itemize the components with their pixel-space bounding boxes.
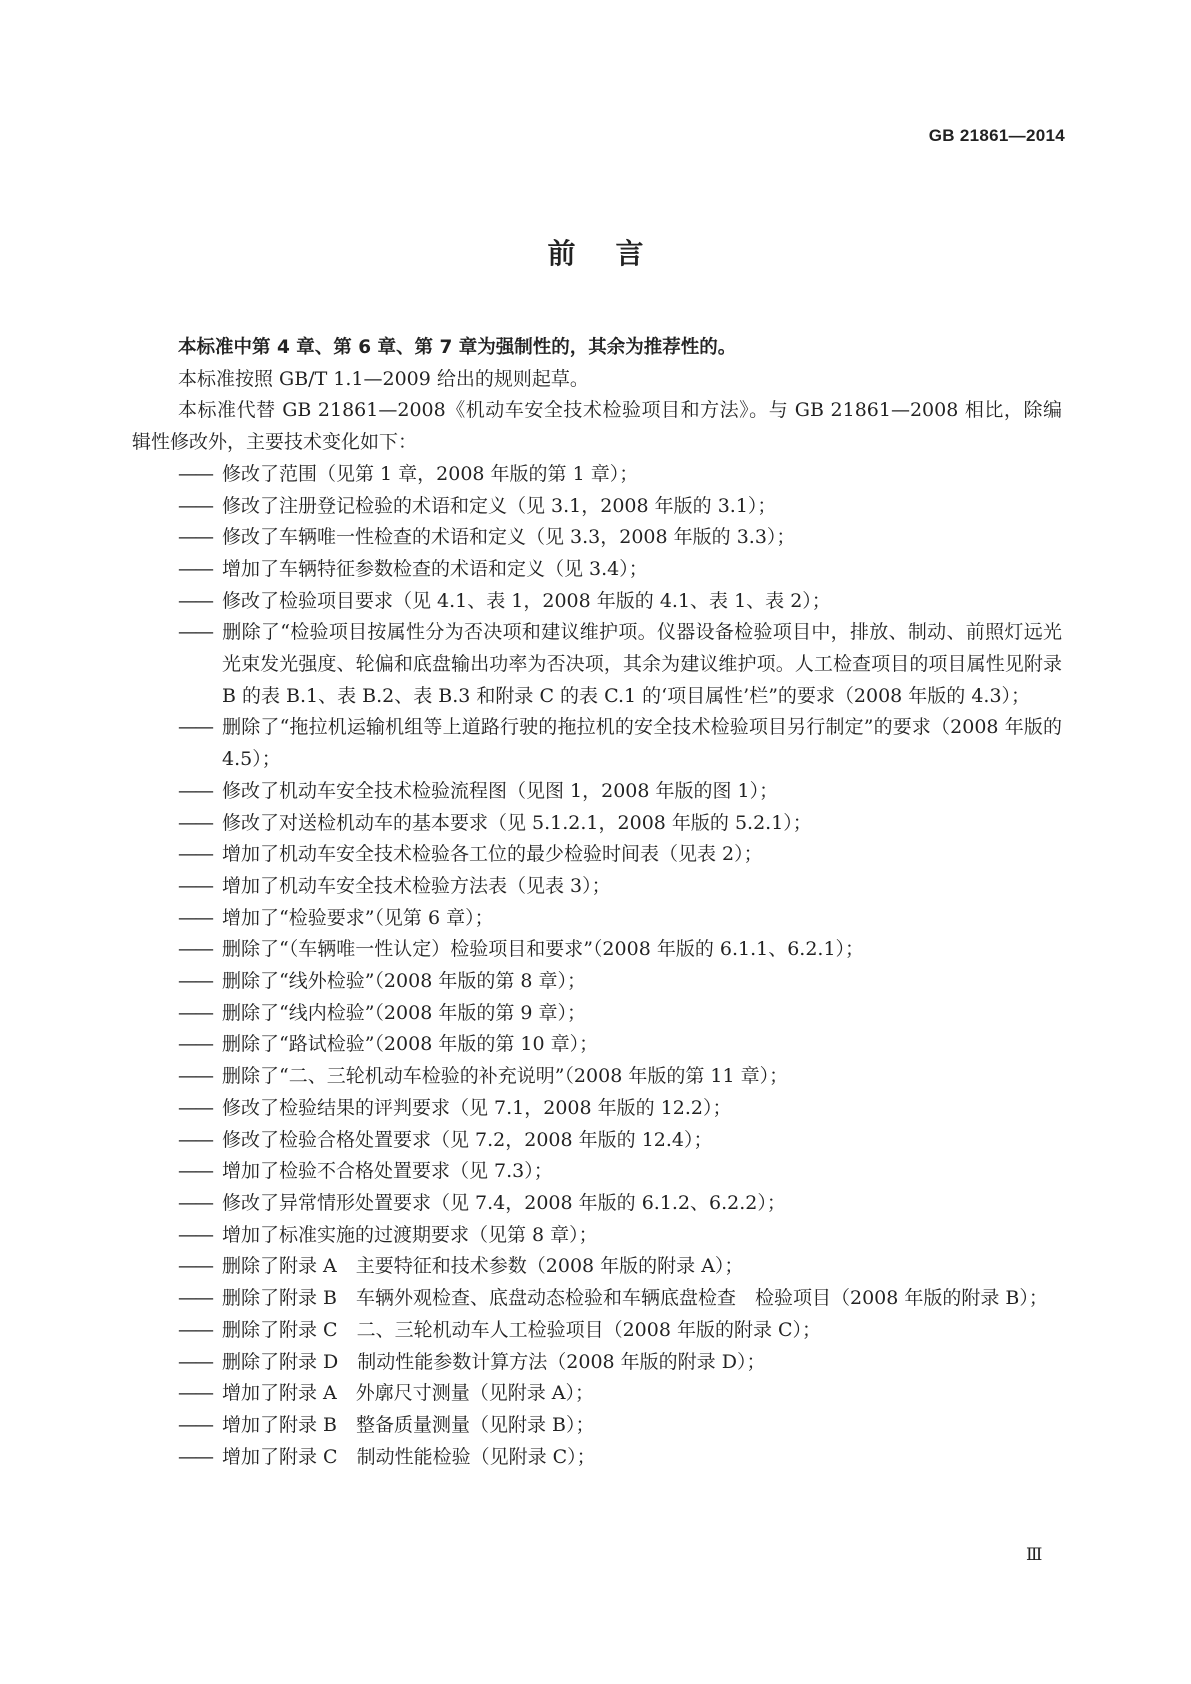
change-item-text: 修改了对送检机动车的基本要求（见 5.1.2.1，2008 年版的 5.2.1）； [222, 811, 812, 834]
change-list-item [178, 1061, 1062, 1093]
change-list-item [178, 1315, 1062, 1347]
change-item-text: 删除了“线内检验”（2008 年版的第 9 章）； [222, 1001, 586, 1024]
page-title: 前言 [547, 237, 684, 270]
dash-bullet: —— [178, 1160, 212, 1183]
change-list-item [178, 934, 1062, 966]
change-item-text: 删除了“检验项目按属性分为否决项和建议维护项。仪器设备检验项目中，排放、制动、前照灯远光光束发光强度、轮偏和底盘输出功率为否决项，其余为建议维护项。人工检查项目的项目属性见附录 B 的表 B.1、表 B.2、表 B.3 和附录 C 的表 C.1 的‘项目属性’栏”的要求（2008 年版的 4.3）； [222, 621, 1062, 707]
change-list-item [178, 586, 1062, 618]
change-list-item [178, 1283, 1062, 1315]
change-item-text: 增加了附录 C 制动性能检验（见附录 C）； [222, 1445, 596, 1468]
dash-bullet: —— [178, 589, 212, 612]
change-item-text: 修改了注册登记检验的术语和定义（见 3.1，2008 年版的 3.1）； [222, 494, 777, 517]
dash-bullet: —— [178, 1287, 212, 1310]
page-number: Ⅲ [1026, 1545, 1043, 1565]
change-item-text: 删除了附录 B 车辆外观检查、底盘动态检验和车辆底盘检查 检验项目（2008 年版的附录 B）； [222, 1287, 1048, 1310]
change-item-text: 删除了附录 A 主要特征和技术参数（2008 年版的附录 A）； [222, 1255, 744, 1278]
change-list-item [178, 1093, 1062, 1125]
change-list-item [178, 459, 1062, 491]
paragraph: 本标准中第 4 章、第 6 章、第 7 章为强制性的，其余为推荐性的。 [178, 337, 737, 358]
change-item-text: 删除了“拖拉机运输机组等上道路行驶的拖拉机的安全技术检验项目另行制定”的要求（2008 年版的 4.5）； [222, 716, 1062, 771]
dash-bullet: —— [178, 843, 212, 866]
change-item-text: 增加了车辆特征参数检查的术语和定义（见 3.4）； [222, 557, 648, 580]
dash-bullet: —— [178, 1001, 212, 1024]
change-list-item [178, 522, 1062, 554]
dash-bullet: —— [178, 1096, 212, 1119]
change-item-text: 增加了机动车安全技术检验方法表（见表 3）； [222, 874, 611, 897]
paragraph: 本标准按照 GB/T 1.1—2009 给出的规则起草。 [178, 367, 589, 390]
change-list-item [178, 839, 1062, 871]
dash-bullet: —— [178, 462, 212, 485]
change-item-text: 增加了附录 A 外廓尺寸测量（见附录 A）； [222, 1382, 595, 1405]
change-list-item [178, 1378, 1062, 1410]
change-list-item [178, 1029, 1062, 1061]
change-list-item [178, 903, 1062, 935]
change-item-text: 删除了“线外检验”（2008 年版的第 8 章）； [222, 970, 586, 993]
dash-bullet: —— [178, 526, 212, 549]
dash-bullet: —— [178, 811, 212, 834]
change-list-item [178, 1410, 1062, 1442]
change-list-item [178, 1251, 1062, 1283]
change-list-item [178, 1156, 1062, 1188]
change-item-text: 修改了机动车安全技术检验流程图（见图 1，2008 年版的图 1）； [222, 779, 779, 802]
change-item-text: 增加了“检验要求”（见第 6 章）； [222, 906, 494, 929]
change-list-item [178, 617, 1062, 712]
change-item-text: 增加了检验不合格处置要求（见 7.3）； [222, 1160, 553, 1183]
dash-bullet: —— [178, 874, 212, 897]
change-item-text: 修改了车辆唯一性检查的术语和定义（见 3.3，2008 年版的 3.3）； [222, 526, 796, 549]
dash-bullet: —— [178, 1445, 212, 1468]
change-item-text: 增加了标准实施的过渡期要求（见第 8 章）； [222, 1223, 598, 1246]
dash-bullet: —— [178, 1318, 212, 1341]
change-item-text: 修改了检验项目要求（见 4.1、表 1，2008 年版的 4.1、表 1、表 2）； [222, 589, 831, 612]
change-list-item [178, 712, 1062, 775]
dash-bullet: —— [178, 1350, 212, 1373]
paragraph: 本标准代替 GB 21861—2008《机动车安全技术检验项目和方法》。与 GB 21861—2008 相比，除编辑性修改外，主要技术变化如下： [132, 399, 1062, 454]
change-list-item [178, 491, 1062, 523]
change-item-text: 修改了检验结果的评判要求（见 7.1，2008 年版的 12.2）； [222, 1096, 732, 1119]
dash-bullet: —— [178, 621, 212, 644]
dash-bullet: —— [178, 1413, 212, 1436]
change-list-item [178, 1188, 1062, 1220]
dash-bullet: —— [178, 557, 212, 580]
dash-bullet: —— [178, 494, 212, 517]
change-list-item [178, 554, 1062, 586]
change-item-text: 删除了“（车辆唯一性认定）检验项目和要求”（2008 年版的 6.1.1、6.2.1）； [222, 938, 865, 961]
change-item-text: 删除了“路试检验”（2008 年版的第 10 章）； [222, 1033, 599, 1056]
standard-code: GB 21861—2014 [928, 126, 1065, 145]
change-item-text: 修改了检验合格处置要求（见 7.2，2008 年版的 12.4）； [222, 1128, 713, 1151]
dash-bullet: —— [178, 716, 212, 739]
change-list-item [178, 1125, 1062, 1157]
change-list-item [178, 776, 1062, 808]
change-list-item [178, 1442, 1062, 1474]
change-item-text: 增加了机动车安全技术检验各工位的最少检验时间表（见表 2）； [222, 843, 763, 866]
change-list-item [178, 808, 1062, 840]
change-list-item [178, 966, 1062, 998]
dash-bullet: —— [178, 1382, 212, 1405]
change-item-text: 修改了异常情形处置要求（见 7.4，2008 年版的 6.1.2、6.2.2）； [222, 1191, 786, 1214]
change-item-text: 修改了范围（见第 1 章，2008 年版的第 1 章）； [222, 462, 639, 485]
dash-bullet: —— [178, 1065, 212, 1088]
dash-bullet: —— [178, 1191, 212, 1214]
dash-bullet: —— [178, 1128, 212, 1151]
change-list-item [178, 1220, 1062, 1252]
dash-bullet: —— [178, 1255, 212, 1278]
dash-bullet: —— [178, 906, 212, 929]
dash-bullet: —— [178, 779, 212, 802]
change-item-text: 删除了“二、三轮机动车检验的补充说明”（2008 年版的第 11 章）； [222, 1065, 789, 1088]
dash-bullet: —— [178, 970, 212, 993]
dash-bullet: —— [178, 1033, 212, 1056]
change-item-text: 增加了附录 B 整备质量测量（见附录 B）； [222, 1413, 595, 1436]
document-body [132, 332, 1062, 1473]
change-list-item [178, 871, 1062, 903]
change-item-text: 删除了附录 C 二、三轮机动车人工检验项目（2008 年版的附录 C）； [222, 1318, 822, 1341]
change-item-text: 删除了附录 D 制动性能参数计算方法（2008 年版的附录 D）； [222, 1350, 766, 1373]
change-list-item [178, 998, 1062, 1030]
dash-bullet: —— [178, 938, 212, 961]
dash-bullet: —— [178, 1223, 212, 1246]
change-list-item [178, 1347, 1062, 1379]
